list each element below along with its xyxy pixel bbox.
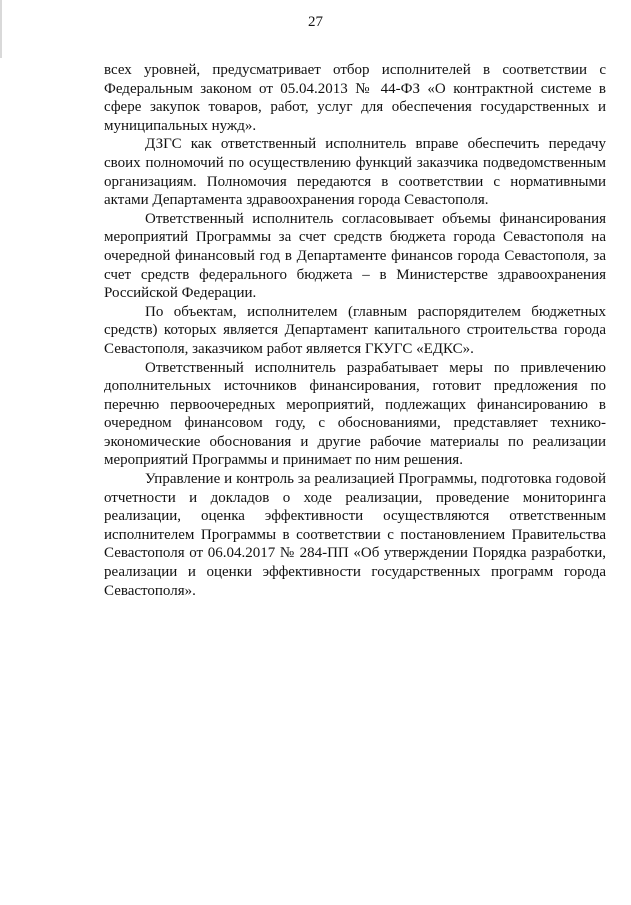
- page-number: 27: [308, 14, 323, 30]
- paragraph-additional-financing: Ответственный исполнитель разрабатывает меры по привлечению дополнительных источников финансирования, готовит предложения по перечню первоочередных мероприятий, подлежащих финансированию в очередном финансовом году, с обоснованиями, представляет технико-экономические обоснования и другие рабочие материалы по реализации мероприятий Программы и принимает по ним решения.: [104, 359, 606, 469]
- paragraph-procurement-continuation: всех уровней, предусматривает отбор исполнителей в соответствии с Федеральным законом от 05.04.2013 № 44-ФЗ «О контрактной системе в сфере закупок товаров, работ, услуг для обеспечения государственных и муниципальных нужд».: [104, 62, 606, 134]
- document-body: [104, 61, 606, 600]
- paragraph-funding-approval: Ответственный исполнитель согласовывает объемы финансирования мероприятий Программы за счет средств бюджета города Севастополя на очередной финансовый год в Департаменте финансов города Севастополя, за счет средств федерального бюджета – в Министерстве здравоохранения Российской Федерации.: [104, 210, 606, 302]
- paragraph-construction-objects: По объектам, исполнителем (главным распорядителем бюджетных средств) которых является Департамент капитального строительства города Севастополя, заказчиком работ является ГКУГС «ЕДКС».: [104, 303, 606, 357]
- paragraph-dzgs-delegation: ДЗГС как ответственный исполнитель вправе обеспечить передачу своих полномочий по осуществлению функций заказчика подведомственным организациям. Полномочия передаются в соответствии с нормативными актами Департамента здравоохранения города Севастополя.: [104, 136, 606, 209]
- paragraph-management-control: Управление и контроль за реализацией Программы, подготовка годовой отчетности и докладов о ходе реализации, проведение мониторинга реализации, оценка эффективности осуществляются ответственным исполнителем Программы в соответствии с постановлением Правительства Севастополя от 06.04.2017 № 284-ПП «Об утверждении Порядка разработки, реализации и оценки эффективности государственных программ города Севастополя».: [104, 471, 606, 599]
